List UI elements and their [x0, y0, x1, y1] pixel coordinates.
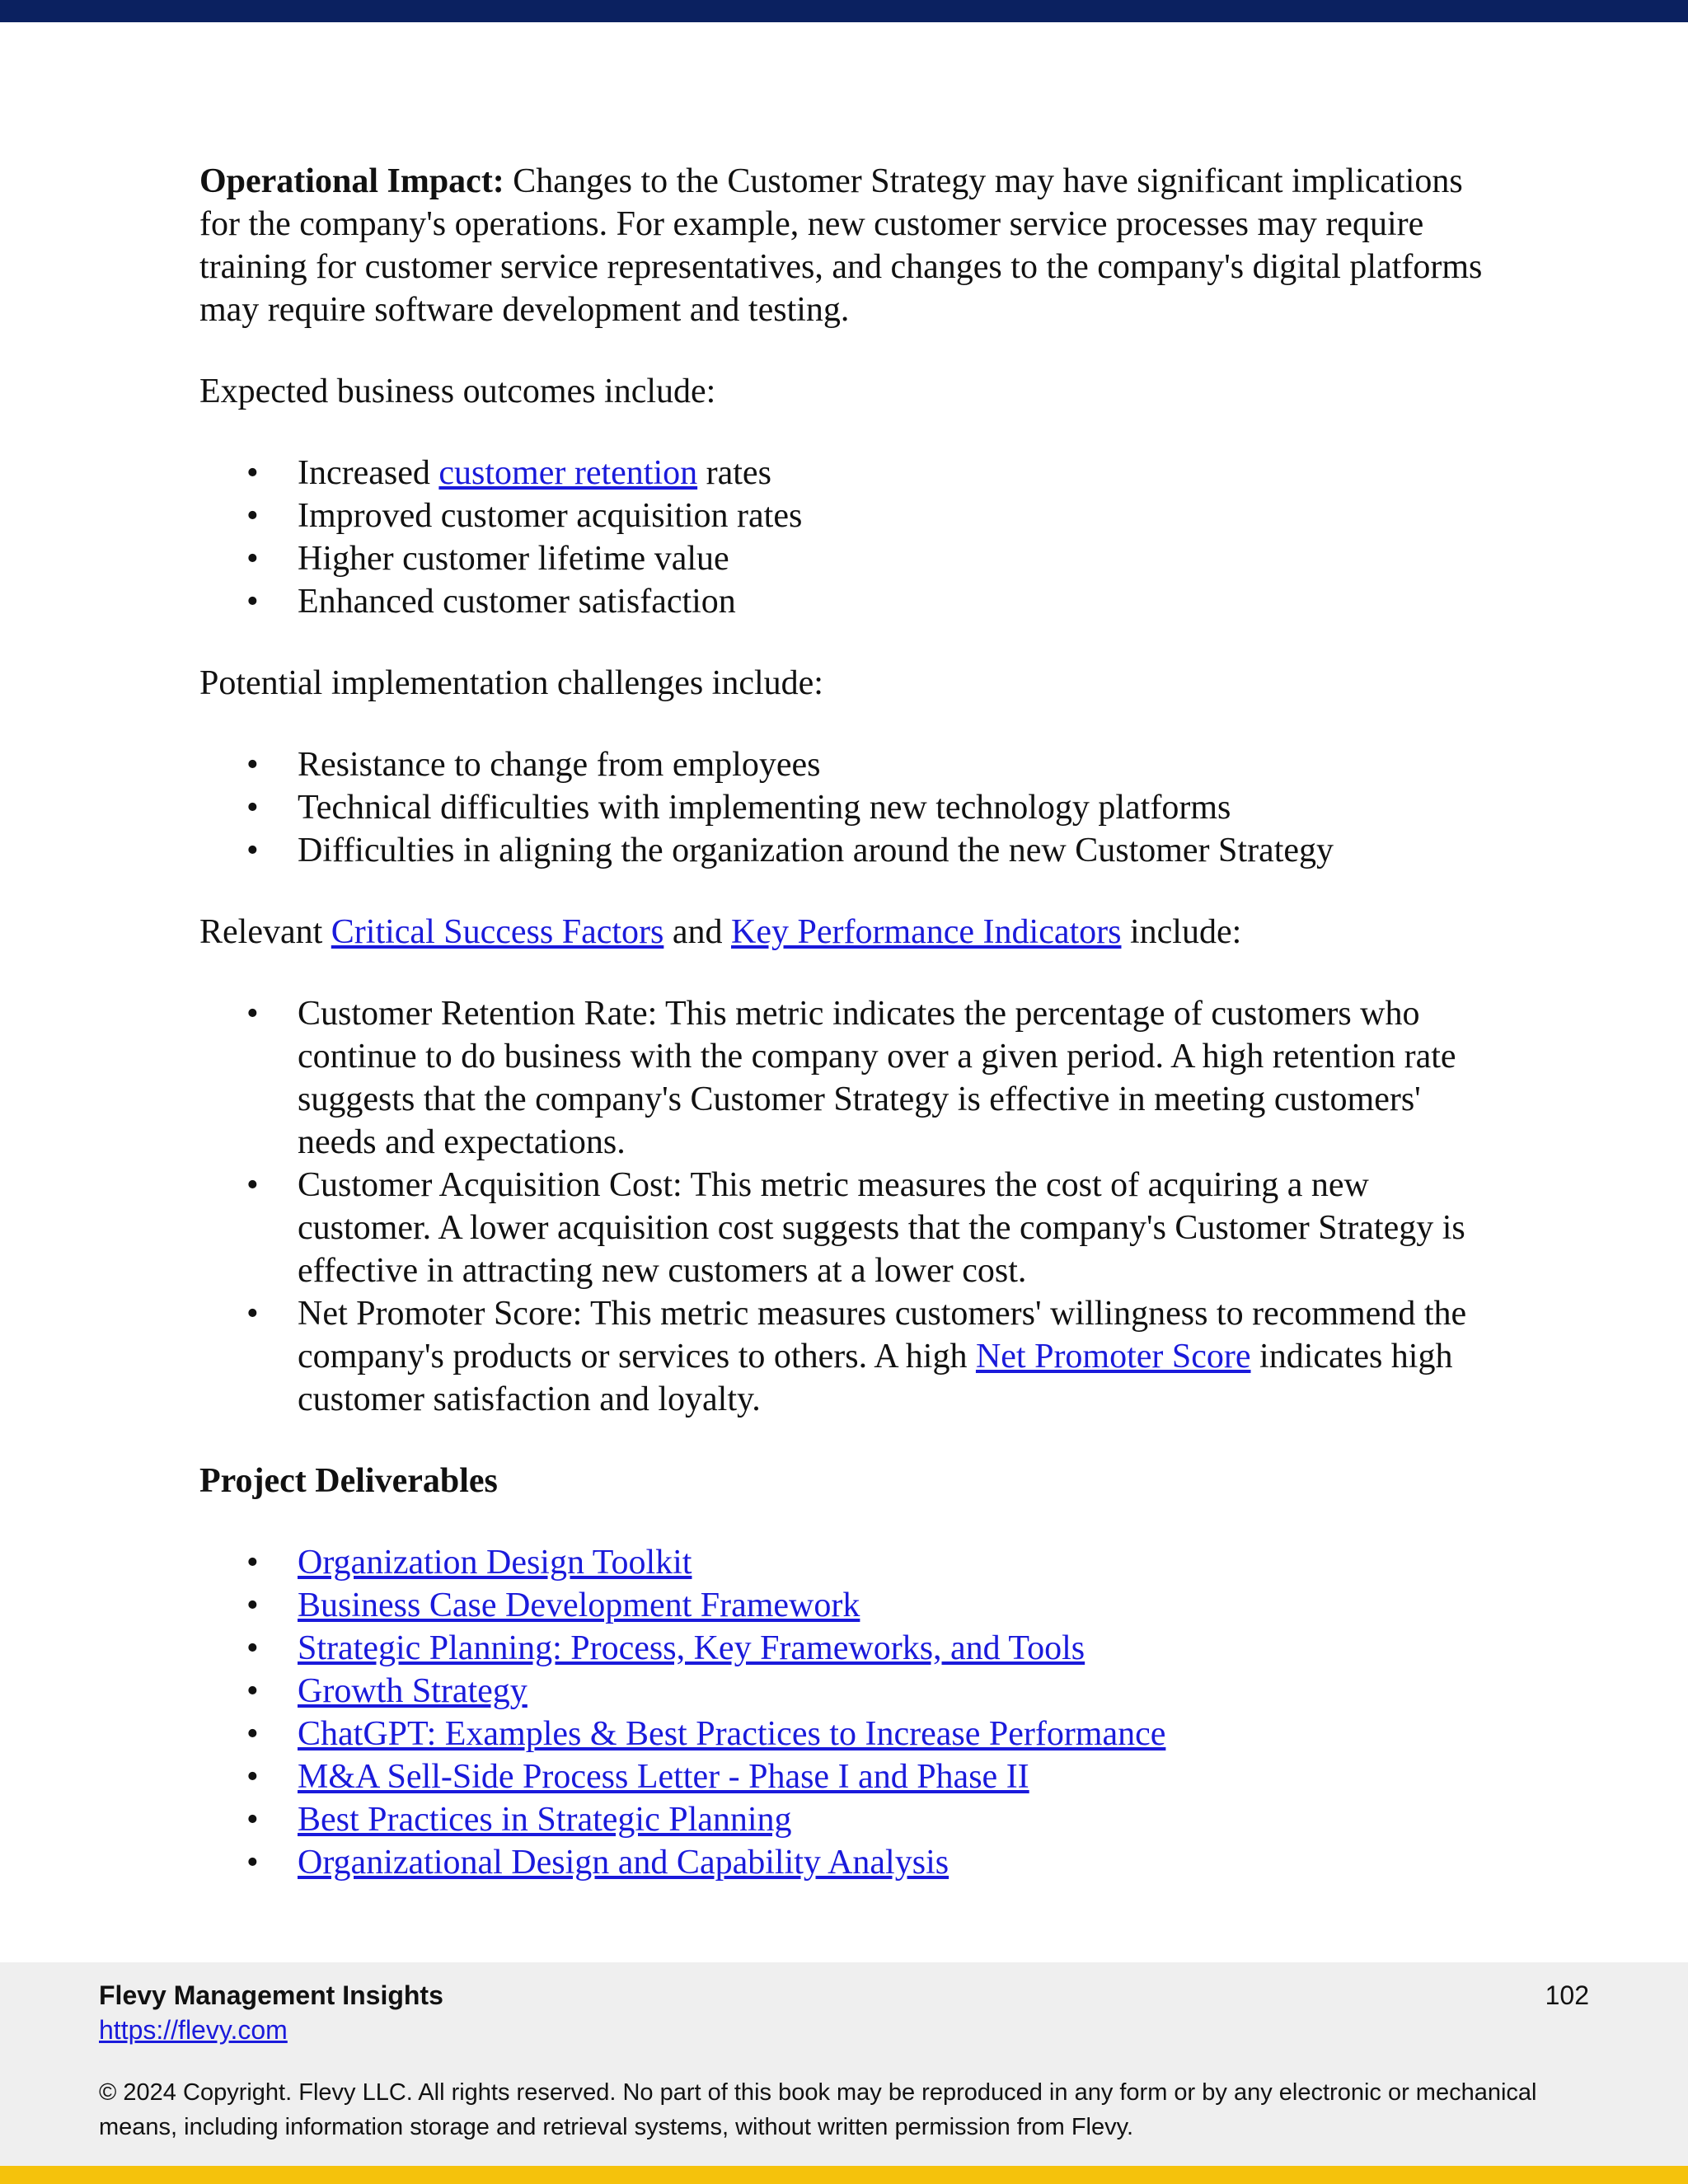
list-item: • Resistance to change from employees [199, 743, 1493, 786]
list-item [199, 1755, 1493, 1798]
deliverable-link[interactable]: Organization Design Toolkit [298, 1544, 692, 1582]
page-number: 102 [1545, 1980, 1589, 2010]
net-promoter-score-link[interactable]: Net Promoter Score [975, 1338, 1251, 1376]
deliverable-link[interactable]: Strategic Planning: Process, Key Frameworks, and Tools [298, 1629, 1085, 1667]
deliverable-link[interactable]: M&A Sell-Side Process Letter - Phase I and Phase II [298, 1758, 1029, 1796]
list-item [199, 1627, 1493, 1670]
list-item [199, 1713, 1493, 1755]
deliverable-link[interactable]: ChatGPT: Examples & Best Practices to Increase Performance [298, 1715, 1166, 1753]
list-item: • Net Promoter Score: This metric measures customers' willingness to recommend the company's products or services to others. A high Net Promoter Score indicates high customer satisfaction and loyalty. [199, 1292, 1493, 1421]
list-item: • Technical difficulties with implementing new technology platforms [199, 786, 1493, 829]
list-item: • Customer Acquisition Cost: This metric measures the cost of acquiring a new customer. A lower acquisition cost suggests that the company's Customer Strategy is effective in attracting new customers at a lower cost. [199, 1164, 1493, 1292]
operational-impact-label: Operational Impact: [199, 162, 504, 200]
list-item: • Difficulties in aligning the organization around the new Customer Strategy [199, 829, 1493, 872]
copyright-notice: © 2024 Copyright. Flevy LLC. All rights reserved. No part of this book may be reproduced in any form or by any electronic or mechanical means, including information storage and retrieval systems, without written permission from Flevy. [99, 2079, 1537, 2140]
bottom-accent-bar [0, 2166, 1688, 2184]
list-item: • Higher customer lifetime value [199, 537, 1493, 580]
deliverable-link[interactable]: Best Practices in Strategic Planning [298, 1801, 792, 1839]
deliverables-heading: Project Deliverables [199, 1462, 498, 1500]
operational-impact-paragraph [199, 160, 1493, 331]
list-item: • Customer Retention Rate: This metric indicates the percentage of customers who continue to do business with the company over a given period. A high retention rate suggests that the company's Customer Strategy is effective in meeting customers' needs and expectations. [199, 992, 1493, 1164]
top-accent-bar [0, 0, 1688, 22]
list-item [199, 1841, 1493, 1884]
challenges-intro: Potential implementation challenges include: [199, 664, 823, 702]
deliverables-list [199, 1541, 1493, 1884]
list-item [199, 1584, 1493, 1627]
outcomes-list [199, 452, 1493, 623]
list-item: • Increased customer retention rates [199, 452, 1493, 494]
operational-impact-text: Changes to the Customer Strategy may have significant implications for the company's operations. For example, new customer service processes may require training for customer service representatives, and changes to the company's digital platforms may require software development and testing. [199, 162, 1483, 329]
challenges-list [199, 743, 1493, 872]
list-item [199, 1798, 1493, 1841]
deliverable-link[interactable]: Organizational Design and Capability Analysis [298, 1844, 950, 1882]
deliverable-link[interactable]: Business Case Development Framework [298, 1586, 860, 1624]
list-item [199, 1670, 1493, 1713]
kpi-list [199, 992, 1493, 1421]
csf-kpi-intro: Relevant Critical Success Factors and Key Performance Indicators include: [199, 913, 1242, 951]
page-footer [0, 1962, 1688, 2166]
list-item: • Improved customer acquisition rates [199, 494, 1493, 537]
deliverable-link[interactable]: Growth Strategy [298, 1672, 528, 1710]
key-performance-indicators-link[interactable]: Key Performance Indicators [731, 913, 1122, 951]
outcomes-intro: Expected business outcomes include: [199, 373, 716, 410]
customer-retention-link[interactable]: customer retention [438, 454, 698, 492]
footer-brand: Flevy Management Insights [99, 1980, 443, 2010]
footer-url-link[interactable]: https://flevy.com [99, 2015, 288, 2045]
list-item [199, 1541, 1493, 1584]
list-item: • Enhanced customer satisfaction [199, 580, 1493, 623]
critical-success-factors-link[interactable]: Critical Success Factors [331, 913, 664, 951]
page-content [199, 160, 1493, 1884]
